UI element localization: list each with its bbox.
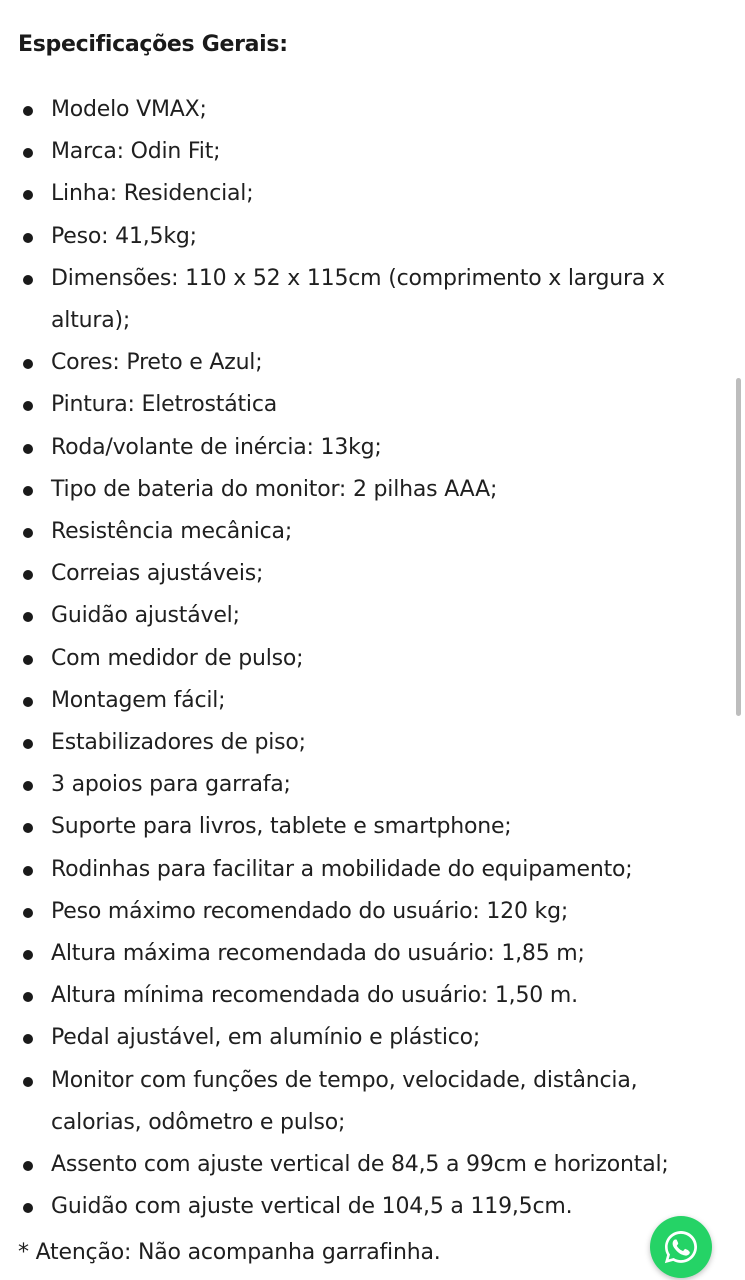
spec-text: Pintura: Eletrostática: [51, 392, 278, 418]
spec-list-item: [0, 89, 720, 131]
bullet-icon: [23, 992, 33, 1002]
spec-text: Linha: Residencial;: [51, 181, 254, 207]
spec-list-item: [0, 975, 720, 1017]
scrollbar-thumb[interactable]: [736, 378, 741, 716]
spec-list-item: [0, 131, 720, 173]
bullet-icon: [23, 275, 33, 285]
spec-text: Marca: Odin Fit;: [51, 139, 221, 165]
spec-text: Resistência mecânica;: [51, 519, 293, 545]
spec-list-item: [0, 511, 720, 553]
spec-text: Assento com ajuste vertical de 84,5 a 99cm e horizontal;: [51, 1152, 669, 1178]
bullet-icon: [23, 106, 33, 116]
spec-list: [0, 89, 720, 1228]
spec-text: Estabilizadores de piso;: [51, 730, 306, 756]
spec-list-item: [0, 173, 720, 215]
spec-text: Peso: 41,5kg;: [51, 223, 197, 249]
bullet-icon: [23, 823, 33, 833]
whatsapp-button[interactable]: [650, 1216, 712, 1278]
spec-text: Com medidor de pulso;: [51, 645, 304, 671]
bullet-icon: [23, 190, 33, 200]
spec-list-item: [0, 722, 720, 764]
bullet-icon: [23, 359, 33, 369]
spec-list-item: [0, 891, 720, 933]
spec-text: Altura mínima recomendada do usuário: 1,50 m.: [51, 983, 578, 1009]
spec-text: Rodinhas para facilitar a mobilidade do equipamento;: [51, 856, 633, 882]
spec-text: Dimensões: 110 x 52 x 115cm (comprimento x largura x altura);: [51, 265, 665, 334]
spec-text: Guidão com ajuste vertical de 104,5 a 119,5cm.: [51, 1194, 573, 1220]
bullet-icon: [23, 233, 33, 243]
bullet-icon: [23, 950, 33, 960]
spec-text: Peso máximo recomendado do usuário: 120 kg;: [51, 898, 569, 924]
bullet-icon: [23, 528, 33, 538]
spec-list-item: [0, 469, 720, 511]
bullet-icon: [23, 908, 33, 918]
spec-list-item: [0, 1017, 720, 1059]
bullet-icon: [23, 1161, 33, 1171]
bullet-icon: [23, 866, 33, 876]
bullet-icon: [23, 148, 33, 158]
spec-list-item: [0, 427, 720, 469]
spec-text: Pedal ajustável, em alumínio e plástico;: [51, 1025, 481, 1051]
bullet-icon: [23, 401, 33, 411]
spec-list-item: [0, 258, 720, 342]
spec-text: Montagem fácil;: [51, 687, 226, 713]
bullet-icon: [23, 781, 33, 791]
spec-list-item: [0, 342, 720, 384]
bullet-icon: [23, 655, 33, 665]
spec-text: Altura máxima recomendada do usuário: 1,85 m;: [51, 941, 585, 967]
spec-text: Suporte para livros, tablete e smartphone;: [51, 814, 512, 840]
spec-text: Roda/volante de inércia: 13kg;: [51, 434, 382, 460]
spec-text: Tipo de bateria do monitor: 2 pilhas AAA;: [51, 476, 498, 502]
bullet-icon: [23, 486, 33, 496]
spec-text: Modelo VMAX;: [51, 97, 207, 122]
bullet-icon: [23, 1077, 33, 1087]
whatsapp-icon: [661, 1227, 701, 1267]
spec-list-item: [0, 933, 720, 975]
spec-list-item: [0, 216, 720, 258]
spec-list-item: [0, 849, 720, 891]
bullet-icon: [23, 444, 33, 454]
bullet-icon: [23, 1034, 33, 1044]
bullet-icon: [23, 570, 33, 580]
spec-list-item: [0, 680, 720, 722]
spec-text: Monitor com funções de tempo, velocidade, distância, calorias, odômetro e pulso;: [51, 1067, 638, 1135]
spec-text: Cores: Preto e Azul;: [51, 350, 263, 376]
spec-text: Correias ajustáveis;: [51, 561, 264, 587]
bullet-icon: [23, 697, 33, 707]
attention-note: * Atenção: Não acompanha garrafinha.: [18, 1240, 441, 1265]
spec-text: 3 apoios para garrafa;: [51, 772, 291, 798]
spec-list-item: [0, 806, 720, 848]
bullet-icon: [23, 1203, 33, 1213]
section-heading: Especificações Gerais:: [18, 32, 288, 57]
spec-list-item: [0, 553, 720, 595]
spec-list-item: [0, 764, 720, 806]
spec-list-item: [0, 1144, 720, 1186]
bullet-icon: [23, 612, 33, 622]
spec-list-item: [0, 1186, 720, 1228]
spec-list-item: [0, 638, 720, 680]
bullet-icon: [23, 739, 33, 749]
spec-list-item: [0, 595, 720, 637]
spec-list-item: [0, 1060, 720, 1144]
spec-text: Guidão ajustável;: [51, 603, 240, 629]
spec-list-item: [0, 384, 720, 426]
